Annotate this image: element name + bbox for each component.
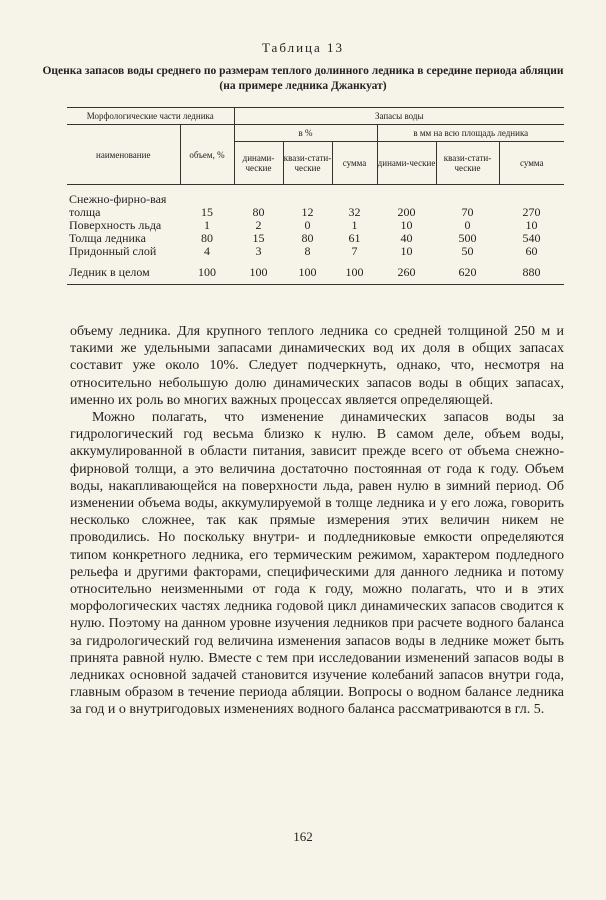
cell-mm-quasistatic: 0	[464, 218, 471, 232]
header-morph: Морфологические части ледника	[67, 108, 234, 125]
cell-volume: 1	[204, 218, 210, 232]
cell-mm-quasistatic: 70	[461, 205, 474, 219]
header-reserves: Запасы воды	[234, 108, 564, 125]
cell-pct-quasistatic: 80	[301, 231, 314, 245]
row-name: Поверхность льда	[69, 218, 162, 232]
cell-mm-sum: 10	[525, 218, 538, 232]
header-name: наименование	[67, 125, 180, 185]
cell-pct-sum: 7	[351, 244, 358, 258]
header-mm-quasistatic: квази-стати-ческие	[436, 142, 499, 185]
cell-mm-sum: 60	[525, 244, 538, 258]
cell-pct-sum: 32	[348, 205, 361, 219]
cell-pct-quasistatic: 0	[304, 218, 311, 232]
table-caption: Оценка запасов воды среднего по размерам теплого долинного ледника в середине периода абляции (на примере ледника Джанкуат)	[42, 65, 564, 92]
cell-pct-sum: 1	[351, 218, 358, 232]
cell-pct-sum: 100	[332, 258, 377, 285]
cell-mm-sum: 880	[499, 258, 564, 285]
cell-pct-quasistatic: 100	[283, 258, 332, 285]
table-row	[67, 245, 564, 258]
cell-mm-dynamic: 260	[377, 258, 436, 285]
cell-pct-dynamic: 80	[252, 205, 265, 219]
header-pct-dynamic: динами-ческие	[234, 142, 283, 185]
cell-mm-quasistatic: 500	[458, 231, 477, 245]
header-in-percent: в %	[234, 125, 377, 142]
cell-volume: 15	[201, 205, 213, 219]
cell-mm-quasistatic: 50	[461, 244, 474, 258]
row-name: Придонный слой	[69, 244, 157, 258]
table-row	[67, 258, 564, 285]
paragraph: объему ледника. Для крупного теплого ледника со средней толщиной 250 м и такими же удельными запасами динамических вод их доля в общих запасах составит уже около 10%. Следует подчеркнуть, однако, что, несмотря на относительно небольшую долю динамических запасов воды в общих запасах, именно их роль во многих важных процессах является определяющей.	[70, 324, 564, 408]
cell-volume: 80	[201, 231, 213, 245]
body-text	[70, 323, 564, 719]
cell-pct-quasistatic: 8	[304, 244, 311, 258]
paragraph: Можно полагать, что изменение динамических запасов воды за гидрологический год весьма близко к нулю. В самом деле, объем воды, аккумулированной в области питания, зависит прежде всего от объема снежно-фирновой толщи, а это величина достаточно постоянная от года к году. Объем воды, накапливающейся на поверхности льда, равен нулю в зимний период. Об изменении объема воды, аккумулируемой в толще ледника и у его ложа, говорить несколько сложнее, так как прямые измерения этих величин никем не проводились. Но поскольку внутри- и подледниковые емкости определяются типом конкретного ледника, его термическим режимом, характером подледного рельефа и другими факторами, специфическими для данного ледника и потому относительно неизменными от года к году, можно полагать, что и в этих морфологических частях ледника годовой цикл динамических запасов сводится к нулю. Поэтому на данном уровне изучения ледников при расчете водного баланса за гидрологический год величина изменения запасов воды в леднике может быть принята равной нулю. Вместе с тем при исследовании изменений запасов воды в ледниках основной задачей становится изучение колебаний запасов внутри года, главным образом в течение периода абляции. Вопросы о водном балансе ледника за год и о внутригодовых изменениях водного баланса рассматриваются в гл. 5.	[70, 410, 564, 718]
header-volume: объем, %	[180, 125, 234, 185]
row-name: Толща ледника	[69, 231, 146, 245]
cell-pct-quasistatic: 12	[301, 205, 314, 219]
header-pct-sum: сумма	[332, 142, 377, 185]
row-name: Ледник в целом	[67, 258, 180, 285]
cell-pct-sum: 61	[348, 231, 361, 245]
water-reserves-table	[67, 107, 564, 285]
cell-volume: 100	[180, 258, 234, 285]
cell-mm-dynamic: 40	[400, 231, 413, 245]
cell-pct-dynamic: 2	[255, 218, 262, 232]
cell-mm-quasistatic: 620	[436, 258, 499, 285]
cell-pct-dynamic: 3	[255, 244, 262, 258]
header-mm-sum: сумма	[499, 142, 564, 185]
cell-volume: 4	[204, 244, 210, 258]
cell-mm-dynamic: 200	[397, 205, 416, 219]
cell-pct-dynamic: 15	[252, 231, 265, 245]
table-row	[67, 185, 564, 220]
cell-mm-sum: 540	[522, 231, 541, 245]
header-in-mm: в мм на всю площадь ледника	[377, 125, 564, 142]
row-name: Снежно-фирно-вая толща	[69, 192, 167, 219]
page-number: 162	[293, 829, 313, 844]
cell-mm-dynamic: 10	[400, 218, 413, 232]
header-mm-dynamic: динами-ческие	[377, 142, 436, 185]
table-number: Таблица 13	[261, 40, 345, 55]
cell-mm-dynamic: 10	[400, 244, 413, 258]
header-pct-quasistatic: квази-стати-ческие	[283, 142, 332, 185]
cell-mm-sum: 270	[522, 205, 541, 219]
cell-pct-dynamic: 100	[234, 258, 283, 285]
